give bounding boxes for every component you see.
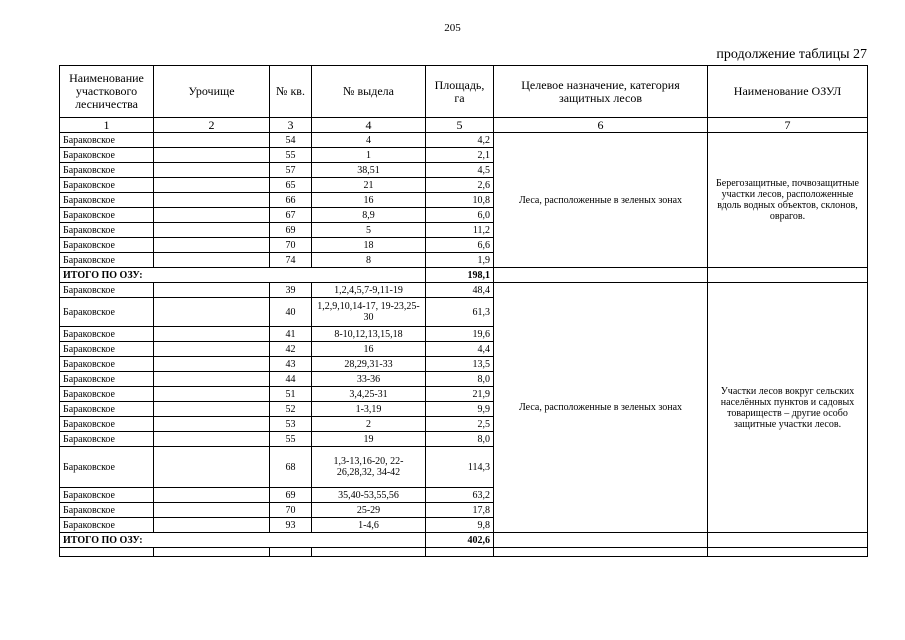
page-number: 205 — [444, 22, 461, 34]
column-number: 2 — [154, 118, 270, 133]
area-cell: 4,5 — [426, 163, 494, 178]
column-number: 3 — [270, 118, 312, 133]
table-header — [60, 66, 868, 133]
area-cell: 2,1 — [426, 148, 494, 163]
tract-cell — [154, 133, 270, 148]
tract-cell — [154, 298, 270, 327]
forestry-cell: Бараковское — [60, 163, 154, 178]
block-number-cell: 65 — [270, 178, 312, 193]
block-number-cell: 43 — [270, 357, 312, 372]
forestry-cell: Бараковское — [60, 133, 154, 148]
compartment-number-cell: 1,3-13,16-20, 22-26,28,32, 34-42 — [312, 447, 426, 488]
header-tract: Урочище — [154, 66, 270, 118]
forestry-cell: Бараковское — [60, 503, 154, 518]
column-number-row — [60, 118, 868, 133]
forestry-cell: Бараковское — [60, 223, 154, 238]
tract-cell — [154, 208, 270, 223]
header-block: № кв. — [270, 66, 312, 118]
compartment-number-cell: 38,51 — [312, 163, 426, 178]
forestry-cell: Бараковское — [60, 488, 154, 503]
header-forestry: Наименование участкового лесничества — [60, 66, 154, 118]
area-cell: 21,9 — [426, 387, 494, 402]
header-purpose: Целевое назначение, категория защитных лесов — [494, 66, 708, 118]
tract-cell — [154, 253, 270, 268]
empty-cell — [312, 548, 426, 557]
purpose-cell: Леса, расположенные в зеленых зонах — [494, 283, 708, 533]
header-ozul: Наименование ОЗУЛ — [708, 66, 868, 118]
column-number: 7 — [708, 118, 868, 133]
block-number-cell: 44 — [270, 372, 312, 387]
forestry-cell: Бараковское — [60, 402, 154, 417]
block-number-cell: 67 — [270, 208, 312, 223]
tract-cell — [154, 447, 270, 488]
compartment-number-cell: 8,9 — [312, 208, 426, 223]
area-cell: 114,3 — [426, 447, 494, 488]
area-cell: 13,5 — [426, 357, 494, 372]
compartment-number-cell: 35,40-53,55,56 — [312, 488, 426, 503]
area-cell: 6,0 — [426, 208, 494, 223]
forestry-cell: Бараковское — [60, 253, 154, 268]
forestry-cell: Бараковское — [60, 342, 154, 357]
tract-cell — [154, 417, 270, 432]
compartment-number-cell: 18 — [312, 238, 426, 253]
compartment-number-cell: 19 — [312, 432, 426, 447]
compartment-number-cell: 5 — [312, 223, 426, 238]
area-cell: 4,2 — [426, 133, 494, 148]
area-cell: 2,5 — [426, 417, 494, 432]
block-number-cell: 69 — [270, 488, 312, 503]
total-area-value: 402,6 — [426, 533, 494, 548]
tract-cell — [154, 327, 270, 342]
header-area: Площадь, га — [426, 66, 494, 118]
block-number-cell: 93 — [270, 518, 312, 533]
block-number-cell: 54 — [270, 133, 312, 148]
compartment-number-cell: 25-29 — [312, 503, 426, 518]
blank-row — [60, 548, 868, 557]
total-label: ИТОГО ПО ОЗУ: — [60, 268, 426, 283]
total-row — [60, 268, 868, 283]
compartment-number-cell: 21 — [312, 178, 426, 193]
table-continuation-caption: продолжение таблицы 27 — [716, 47, 867, 62]
forestry-cell: Бараковское — [60, 283, 154, 298]
tract-cell — [154, 223, 270, 238]
area-cell: 10,8 — [426, 193, 494, 208]
forestry-cell: Бараковское — [60, 447, 154, 488]
block-number-cell: 66 — [270, 193, 312, 208]
total-row — [60, 533, 868, 548]
column-number: 5 — [426, 118, 494, 133]
area-cell: 2,6 — [426, 178, 494, 193]
purpose-cell: Леса, расположенные в зеленых зонах — [494, 133, 708, 268]
header-compartment: № выдела — [312, 66, 426, 118]
area-cell: 11,2 — [426, 223, 494, 238]
compartment-number-cell: 8-10,12,13,15,18 — [312, 327, 426, 342]
block-number-cell: 68 — [270, 447, 312, 488]
block-number-cell: 55 — [270, 432, 312, 447]
tract-cell — [154, 163, 270, 178]
area-cell: 6,6 — [426, 238, 494, 253]
block-number-cell: 51 — [270, 387, 312, 402]
forestry-cell: Бараковское — [60, 238, 154, 253]
area-cell: 17,8 — [426, 503, 494, 518]
forestry-cell: Бараковское — [60, 518, 154, 533]
tract-cell — [154, 503, 270, 518]
forestry-cell: Бараковское — [60, 357, 154, 372]
compartment-number-cell: 28,29,31-33 — [312, 357, 426, 372]
block-number-cell: 40 — [270, 298, 312, 327]
empty-cell — [708, 548, 868, 557]
block-number-cell: 52 — [270, 402, 312, 417]
compartment-number-cell: 1-4,6 — [312, 518, 426, 533]
table-body — [60, 133, 868, 557]
area-cell: 9,8 — [426, 518, 494, 533]
area-cell: 8,0 — [426, 432, 494, 447]
compartment-number-cell: 4 — [312, 133, 426, 148]
forestry-cell: Бараковское — [60, 148, 154, 163]
compartment-number-cell: 1,2,4,5,7-9,11-19 — [312, 283, 426, 298]
column-number: 4 — [312, 118, 426, 133]
empty-cell — [708, 533, 868, 548]
block-number-cell: 70 — [270, 503, 312, 518]
area-cell: 48,4 — [426, 283, 494, 298]
compartment-number-cell: 3,4,25-31 — [312, 387, 426, 402]
empty-cell — [270, 548, 312, 557]
tract-cell — [154, 518, 270, 533]
tract-cell — [154, 148, 270, 163]
block-number-cell: 69 — [270, 223, 312, 238]
empty-cell — [708, 268, 868, 283]
block-number-cell: 42 — [270, 342, 312, 357]
area-cell: 8,0 — [426, 372, 494, 387]
block-number-cell: 70 — [270, 238, 312, 253]
empty-cell — [494, 533, 708, 548]
tract-cell — [154, 432, 270, 447]
tract-cell — [154, 357, 270, 372]
area-cell: 4,4 — [426, 342, 494, 357]
total-area-value: 198,1 — [426, 268, 494, 283]
forestry-cell: Бараковское — [60, 178, 154, 193]
tract-cell — [154, 372, 270, 387]
tract-cell — [154, 238, 270, 253]
area-cell: 63,2 — [426, 488, 494, 503]
ozul-name-cell: Участки лесов вокруг сельских населённых пунктов и садовых товариществ – другие особо защитные участки лесов. — [708, 283, 868, 533]
tract-cell — [154, 193, 270, 208]
tract-cell — [154, 402, 270, 417]
forestry-cell: Бараковское — [60, 298, 154, 327]
tract-cell — [154, 178, 270, 193]
compartment-number-cell: 1-3,19 — [312, 402, 426, 417]
block-number-cell: 55 — [270, 148, 312, 163]
tract-cell — [154, 488, 270, 503]
empty-cell — [426, 548, 494, 557]
forestry-cell: Бараковское — [60, 387, 154, 402]
block-number-cell: 57 — [270, 163, 312, 178]
block-number-cell: 41 — [270, 327, 312, 342]
compartment-number-cell: 33-36 — [312, 372, 426, 387]
table-row — [60, 283, 868, 298]
column-number: 1 — [60, 118, 154, 133]
forestry-cell: Бараковское — [60, 432, 154, 447]
compartment-number-cell: 2 — [312, 417, 426, 432]
tract-cell — [154, 283, 270, 298]
tract-cell — [154, 387, 270, 402]
forestry-cell: Бараковское — [60, 208, 154, 223]
protective-forests-table — [59, 65, 868, 557]
forestry-cell: Бараковское — [60, 327, 154, 342]
empty-cell — [494, 548, 708, 557]
ozul-name-cell: Берегозащитные, почвозащитные участки лесов, расположенные вдоль водных объектов, склонов, оврагов. — [708, 133, 868, 268]
column-number: 6 — [494, 118, 708, 133]
forestry-cell: Бараковское — [60, 417, 154, 432]
total-label: ИТОГО ПО ОЗУ: — [60, 533, 426, 548]
area-cell: 61,3 — [426, 298, 494, 327]
compartment-number-cell: 1,2,9,10,14-17, 19-23,25-30 — [312, 298, 426, 327]
compartment-number-cell: 1 — [312, 148, 426, 163]
empty-cell — [60, 548, 154, 557]
forestry-cell: Бараковское — [60, 193, 154, 208]
block-number-cell: 39 — [270, 283, 312, 298]
area-cell: 9,9 — [426, 402, 494, 417]
empty-cell — [494, 268, 708, 283]
compartment-number-cell: 8 — [312, 253, 426, 268]
empty-cell — [154, 548, 270, 557]
table-row — [60, 133, 868, 148]
forestry-cell: Бараковское — [60, 372, 154, 387]
compartment-number-cell: 16 — [312, 193, 426, 208]
area-cell: 19,6 — [426, 327, 494, 342]
tract-cell — [154, 342, 270, 357]
block-number-cell: 53 — [270, 417, 312, 432]
block-number-cell: 74 — [270, 253, 312, 268]
area-cell: 1,9 — [426, 253, 494, 268]
compartment-number-cell: 16 — [312, 342, 426, 357]
